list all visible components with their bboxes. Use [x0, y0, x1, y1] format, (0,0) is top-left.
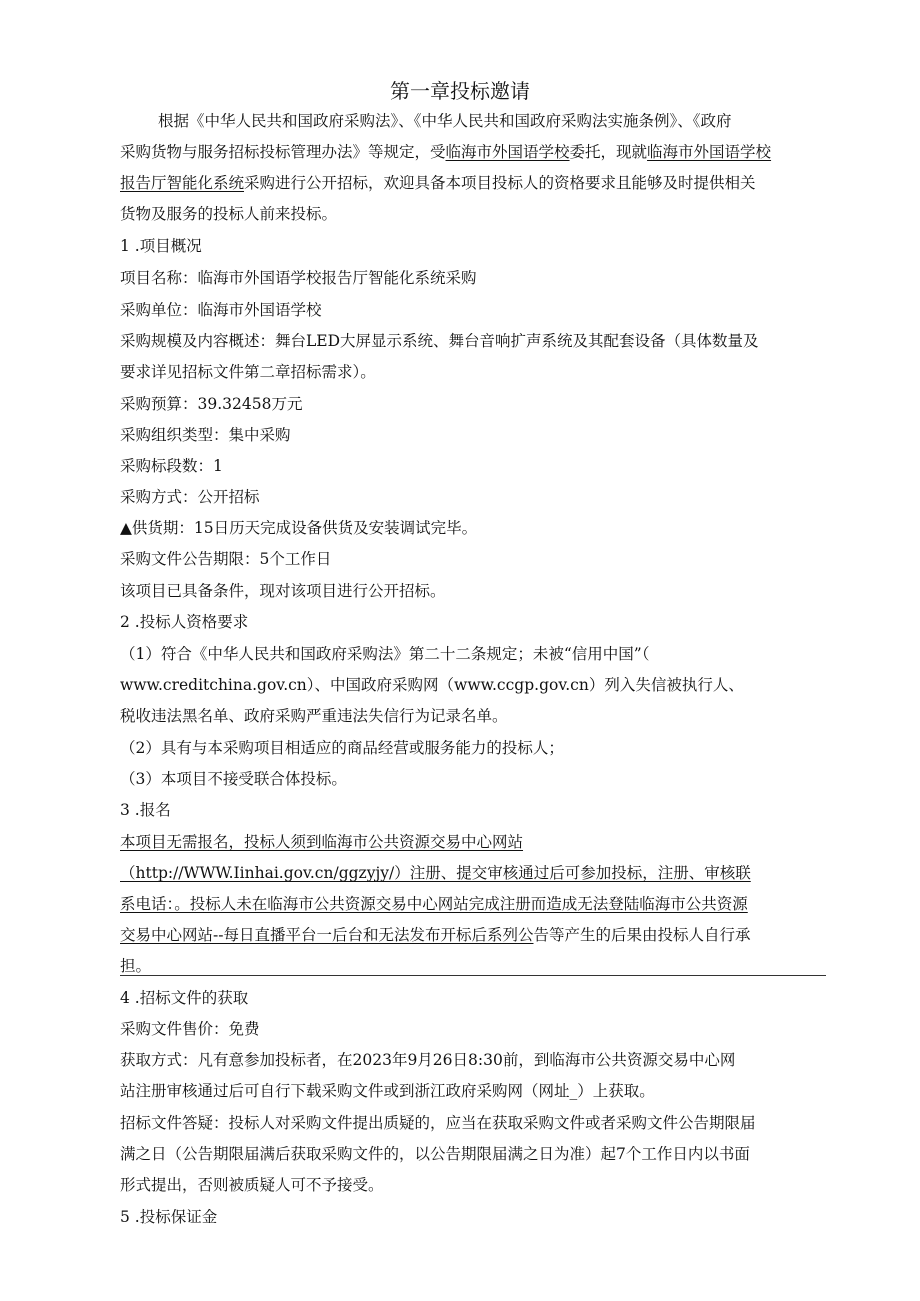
- divider: [120, 975, 826, 976]
- section-4-heading: 4 .招标文件的获取: [120, 989, 249, 1007]
- registration-line-5: 担。: [120, 957, 152, 975]
- purchaser-line: 采购单位：临海市外国语学校: [120, 301, 322, 319]
- section-1-heading: 1 .项目概况: [120, 237, 202, 255]
- registration-line-1: 本项目无需报名，投标人须到临海市公共资源交易中心网站: [120, 833, 524, 851]
- section-2-heading: 2 .投标人资格要求: [120, 613, 249, 631]
- budget-line: 采购预算：39.32458万元: [120, 395, 303, 413]
- intro-line-4: 货物及服务的投标人前来投标。: [120, 205, 338, 223]
- delivery-line: ▲供货期：15日历天完成设备供货及安装调试完毕。: [120, 519, 478, 537]
- project-name: 报告厅智能化系统: [120, 174, 245, 192]
- notice-period-line: 采购文件公告期限：5个工作日: [120, 550, 332, 568]
- obtain-line-1: 获取方式：凡有意参加投标者，在2023年9月26日8:30前，到临海市公共资源交易中心网: [120, 1051, 736, 1069]
- scope-line-1: 采购规模及内容概述：舞台LED大屏显示系统、舞台音响扩声系统及其配套设备（具体数量及: [120, 332, 759, 350]
- query-line-1: 招标文件答疑：投标人对采购文件提出质疑的，应当在获取采购文件或者采购文件公告期限届: [120, 1114, 756, 1132]
- intro-text: 委托，现就: [569, 143, 648, 161]
- registration-line-4: [120, 920, 830, 951]
- query-line-3: 形式提出，否则被质疑人可不予接受。: [120, 1176, 384, 1194]
- intro-line-1: 根据《中华人民共和国政府采购法》、《中华人民共和国政府采购法实施条例》、《政府: [158, 112, 732, 130]
- price-line: 采购文件售价：免费: [120, 1020, 260, 1038]
- registration-text: 告等产生的后果由投标人自行承: [533, 926, 751, 944]
- project-name-line: 项目名称：临海市外国语学校报告厅智能化系统采购: [120, 269, 477, 287]
- purchaser-name: 临海市外国语学校: [445, 143, 570, 161]
- obtain-line-2: 站注册审核通过后可自行下载采购文件或到浙江政府采购网（网址_）上获取。: [120, 1082, 655, 1100]
- intro-text: 采购进行公开招标，欢迎具备本项目投标人的资格要求且能够及时提供相关: [244, 174, 756, 192]
- requirement-2: （2）具有与本采购项目相适应的商品经营或服务能力的投标人；: [120, 739, 564, 757]
- registration-line-2: （http://WWW.Iinhai.gov.cn/ggzyjy/）注册、提交审核通过后可参加投标，注册、审核联: [120, 864, 751, 882]
- org-type-line: 采购组织类型：集中采购: [120, 426, 291, 444]
- requirement-1-line-2: www.creditchina.gov.cn）、中国政府采购网（www.ccgp.gov.cn）列入失信被执行人、: [120, 676, 744, 694]
- lots-line: 采购标段数：1: [120, 457, 223, 475]
- query-line-2: 满之日（公告期限届满后获取采购文件的，以公告期限届满之日为准）起7个工作日内以书面: [120, 1145, 750, 1163]
- registration-line-3: 系电话：。投标人未在临海市公共资源交易中心网站完成注册而造成无法登陆临海市公共资源: [120, 895, 748, 913]
- requirement-1-line-3: 税收违法黑名单、政府采购严重违法失信行为记录名单。: [120, 707, 508, 725]
- section-5-heading: 5 .投标保证金: [120, 1208, 218, 1226]
- requirement-1-line-1: （1）符合《中华人民共和国政府采购法》第二十二条规定；未被“信用中国”（: [120, 645, 650, 663]
- method-line: 采购方式：公开招标: [120, 488, 260, 506]
- requirement-3: （3）本项目不接受联合体投标。: [120, 770, 347, 788]
- purchaser-name: 临海市外国语学校: [647, 143, 772, 161]
- scope-line-2: 要求详见招标文件第二章招标需求）。: [120, 363, 376, 381]
- intro-line-2: [120, 137, 830, 168]
- section-3-heading: 3 .报名: [120, 801, 171, 819]
- intro-text: 采购货物与服务招标投标管理办法》等规定，受: [120, 143, 446, 161]
- ready-line: 该项目已具备条件，现对该项目进行公开招标。: [120, 582, 446, 600]
- registration-text: 交易中心网站--每日直播平台一后台和无法发布开标后系列公: [120, 926, 534, 944]
- intro-line-3: [120, 168, 830, 199]
- chapter-title: 第一章投标邀请: [390, 79, 530, 103]
